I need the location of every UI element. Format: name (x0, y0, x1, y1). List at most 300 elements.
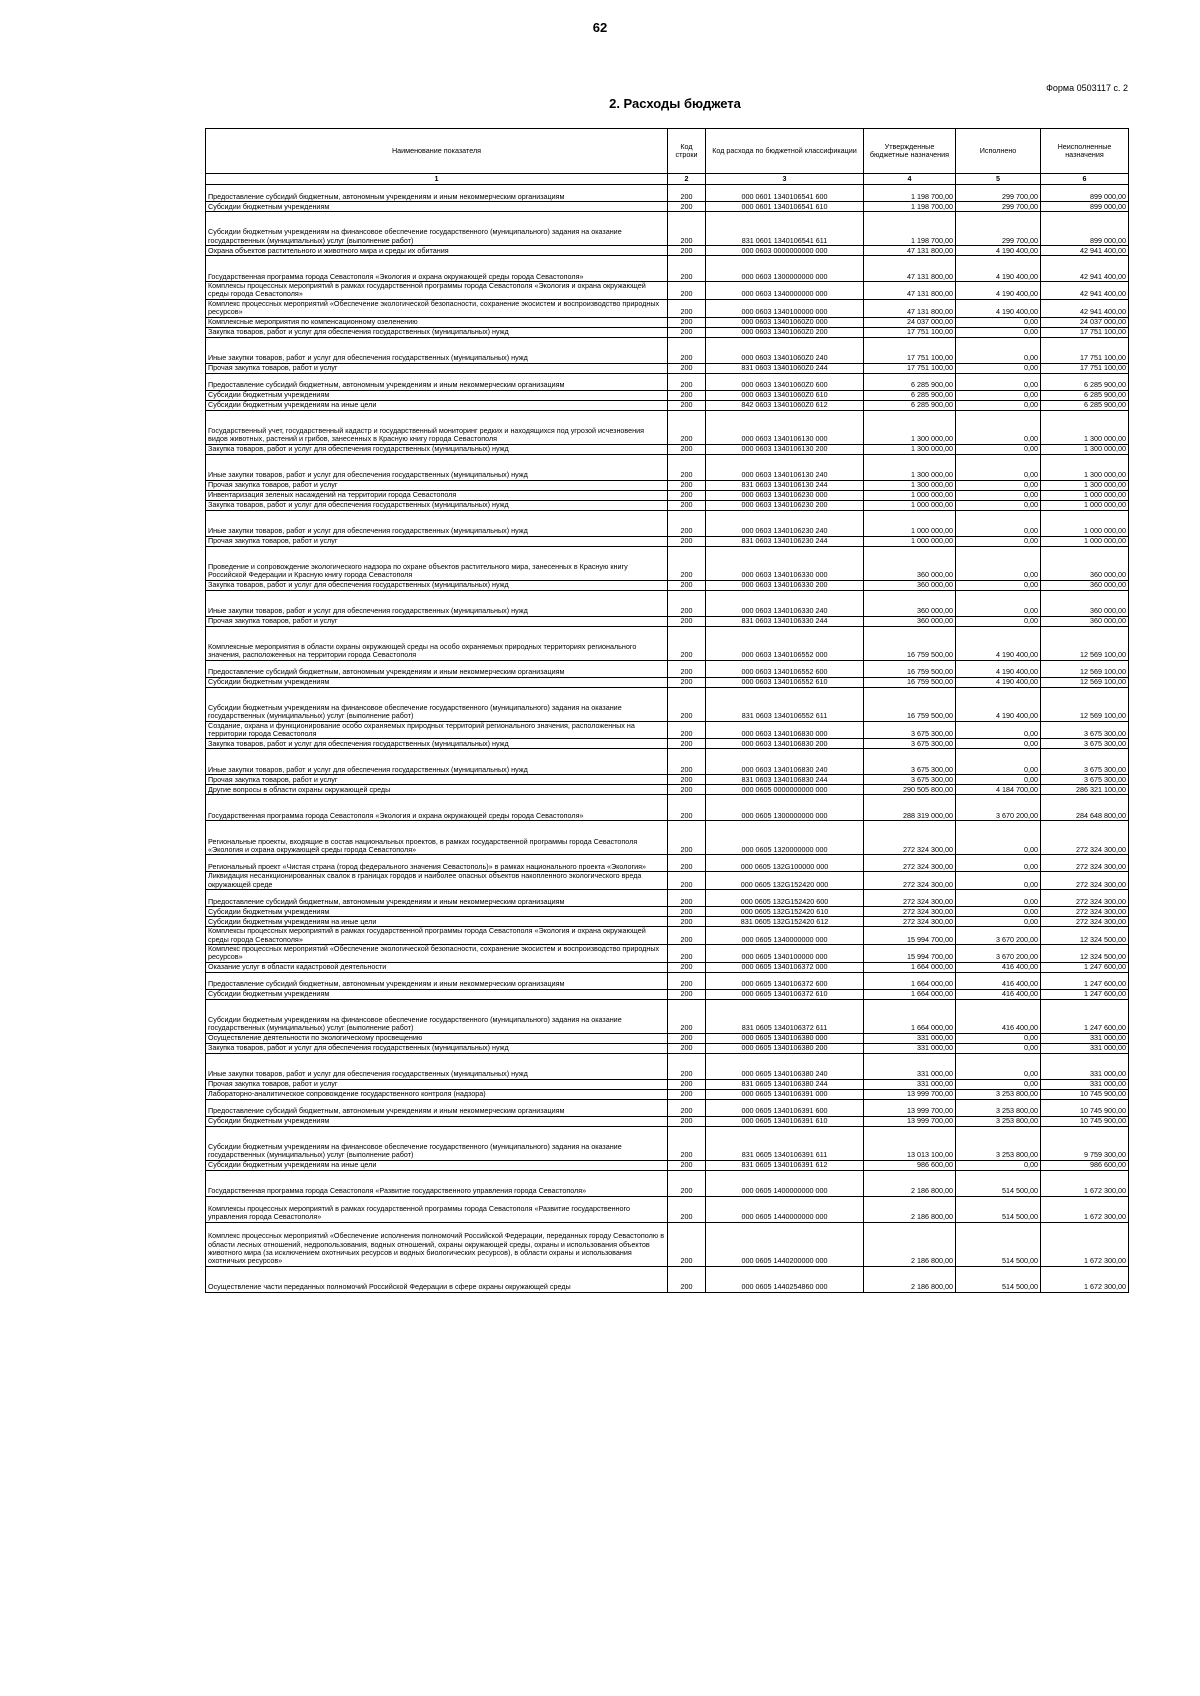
row-line-code: 200 (668, 510, 706, 536)
row-line-code: 200 (668, 917, 706, 927)
row-executed: 0,00 (956, 490, 1041, 500)
table-row (206, 626, 1129, 660)
column-number: 3 (706, 174, 864, 185)
row-name: Иные закупки товаров, работ и услуг для обеспечения государственных (муниципальных) нужд (206, 337, 668, 363)
row-classification-code: 831 0601 1340106541 611 (706, 212, 864, 246)
row-line-code: 200 (668, 616, 706, 626)
row-classification-code: 000 0605 1340106372 610 (706, 989, 864, 999)
table-row (206, 490, 1129, 500)
row-unexecuted: 272 324 300,00 (1041, 821, 1129, 855)
row-name: Субсидии бюджетным учреждениям на финансовое обеспечение государственного (муниципального) задания на оказание государственных (муниципальных) услуг (выполнение работ) (206, 999, 668, 1033)
row-classification-code: 831 0603 1340106552 611 (706, 687, 864, 721)
row-classification-code: 000 0603 1300000000 000 (706, 256, 864, 282)
table-row (206, 616, 1129, 626)
row-name: Прочая закупка товаров, работ и услуг (206, 775, 668, 785)
row-executed: 514 500,00 (956, 1196, 1041, 1222)
row-name: Иные закупки товаров, работ и услуг для обеспечения государственных (муниципальных) нужд (206, 454, 668, 480)
row-classification-code: 000 0603 1340106130 240 (706, 454, 864, 480)
row-unexecuted: 10 745 900,00 (1041, 1089, 1129, 1099)
row-name: Субсидии бюджетным учреждениям на иные цели (206, 1160, 668, 1170)
row-unexecuted: 12 569 100,00 (1041, 677, 1129, 687)
row-name: Комплексы процессных мероприятий в рамках государственной программы города Севастополя «Экология и охрана окружающей среды города Севастополя» (206, 282, 668, 300)
header-executed: Исполнено (956, 129, 1041, 174)
row-classification-code: 831 0603 1340106330 244 (706, 616, 864, 626)
row-line-code: 200 (668, 363, 706, 373)
row-line-code: 200 (668, 480, 706, 490)
row-classification-code: 000 0603 1340106830 240 (706, 749, 864, 775)
row-executed: 4 184 700,00 (956, 785, 1041, 795)
table-row (206, 590, 1129, 616)
row-line-code: 200 (668, 795, 706, 821)
row-unexecuted: 10 745 900,00 (1041, 1099, 1129, 1116)
row-unexecuted: 12 569 100,00 (1041, 626, 1129, 660)
row-name: Комплекс процессных мероприятий «Обеспечение экологической безопасности, сохранение экосистем и воспроизводство природных ресурсов» (206, 299, 668, 317)
row-executed: 0,00 (956, 536, 1041, 546)
row-name: Государственная программа города Севастополя «Экология и охрана окружающей среды города Севастополя» (206, 795, 668, 821)
row-line-code: 200 (668, 1196, 706, 1222)
row-executed: 0,00 (956, 855, 1041, 872)
row-classification-code: 000 0603 13401060Z0 600 (706, 373, 864, 390)
row-classification-code: 000 0605 1340106380 240 (706, 1053, 864, 1079)
row-unexecuted: 42 941 400,00 (1041, 299, 1129, 317)
table-row (206, 212, 1129, 246)
row-executed: 0,00 (956, 327, 1041, 337)
row-name: Лабораторно-аналитическое сопровождение государственного контроля (надзора) (206, 1089, 668, 1099)
row-line-code: 200 (668, 927, 706, 945)
row-executed: 416 400,00 (956, 962, 1041, 972)
row-line-code: 200 (668, 660, 706, 677)
row-unexecuted: 986 600,00 (1041, 1160, 1129, 1170)
row-classification-code: 000 0603 0000000000 000 (706, 246, 864, 256)
row-executed: 3 253 800,00 (956, 1089, 1041, 1099)
row-name: Иные закупки товаров, работ и услуг для обеспечения государственных (муниципальных) нужд (206, 510, 668, 536)
row-unexecuted: 12 569 100,00 (1041, 660, 1129, 677)
row-approved: 16 759 500,00 (864, 626, 956, 660)
row-approved: 3 675 300,00 (864, 775, 956, 785)
table-row (206, 317, 1129, 327)
row-name: Иные закупки товаров, работ и услуг для обеспечения государственных (муниципальных) нужд (206, 1053, 668, 1079)
table-row (206, 580, 1129, 590)
row-approved: 17 751 100,00 (864, 327, 956, 337)
row-name: Комплексные мероприятия в области охраны окружающей среды на особо охраняемых природных территориях регионального значения, расположенных на территории города Севастополя (206, 626, 668, 660)
table-row (206, 444, 1129, 454)
row-approved: 1 300 000,00 (864, 454, 956, 480)
table-row (206, 454, 1129, 480)
row-executed: 0,00 (956, 821, 1041, 855)
row-name: Создание, охрана и функционирование особо охраняемых природных территорий регионального значения, расположенных на территории города Севастополя (206, 721, 668, 739)
row-approved: 47 131 800,00 (864, 299, 956, 317)
table-row (206, 390, 1129, 400)
row-unexecuted: 24 037 000,00 (1041, 317, 1129, 327)
section-title: 2. Расходы бюджета (609, 96, 741, 111)
row-line-code: 200 (668, 1099, 706, 1116)
row-classification-code: 000 0603 1340106830 200 (706, 739, 864, 749)
row-line-code: 200 (668, 500, 706, 510)
row-approved: 1 000 000,00 (864, 536, 956, 546)
row-unexecuted: 17 751 100,00 (1041, 327, 1129, 337)
row-executed: 0,00 (956, 721, 1041, 739)
row-name: Иные закупки товаров, работ и услуг для обеспечения государственных (муниципальных) нужд (206, 749, 668, 775)
row-unexecuted: 1 300 000,00 (1041, 480, 1129, 490)
row-classification-code: 000 0605 1340106391 600 (706, 1099, 864, 1116)
row-approved: 3 675 300,00 (864, 721, 956, 739)
table-row (206, 1099, 1129, 1116)
row-classification-code: 831 0605 1340106372 611 (706, 999, 864, 1033)
row-classification-code: 000 0605 1340106391 610 (706, 1116, 864, 1126)
row-approved: 3 675 300,00 (864, 749, 956, 775)
row-name: Осуществление части переданных полномочий Российской Федерации в сфере охраны окружающей среды (206, 1266, 668, 1292)
row-executed: 0,00 (956, 580, 1041, 590)
row-name: Субсидии бюджетным учреждениям на иные цели (206, 917, 668, 927)
row-approved: 17 751 100,00 (864, 337, 956, 363)
row-approved: 47 131 800,00 (864, 246, 956, 256)
table-row (206, 1043, 1129, 1053)
table-row (206, 795, 1129, 821)
row-unexecuted: 12 569 100,00 (1041, 687, 1129, 721)
row-classification-code: 000 0605 1340106372 600 (706, 972, 864, 989)
row-name: Субсидии бюджетным учреждениям (206, 677, 668, 687)
row-unexecuted: 331 000,00 (1041, 1033, 1129, 1043)
row-executed: 0,00 (956, 444, 1041, 454)
row-classification-code: 000 0603 1340000000 000 (706, 282, 864, 300)
row-classification-code: 831 0603 1340106130 244 (706, 480, 864, 490)
row-classification-code: 000 0603 1340106130 200 (706, 444, 864, 454)
table-row (206, 821, 1129, 855)
row-line-code: 200 (668, 317, 706, 327)
row-unexecuted: 272 324 300,00 (1041, 917, 1129, 927)
header-approved: Утвержденные бюджетные назначения (864, 129, 956, 174)
column-number: 6 (1041, 174, 1129, 185)
row-approved: 2 186 800,00 (864, 1266, 956, 1292)
row-classification-code: 000 0603 1340106230 240 (706, 510, 864, 536)
row-unexecuted: 286 321 100,00 (1041, 785, 1129, 795)
table-row (206, 410, 1129, 444)
row-classification-code: 831 0605 1340106391 611 (706, 1126, 864, 1160)
row-name: Оказание услуг в области кадастровой деятельности (206, 962, 668, 972)
column-number: 2 (668, 174, 706, 185)
row-name: Комплексы процессных мероприятий в рамках государственной программы города Севастополя «Развитие государственного управления города Севастополя» (206, 1196, 668, 1222)
row-approved: 272 324 300,00 (864, 907, 956, 917)
row-line-code: 200 (668, 410, 706, 444)
row-name: Субсидии бюджетным учреждениям (206, 989, 668, 999)
row-approved: 331 000,00 (864, 1079, 956, 1089)
row-line-code: 200 (668, 590, 706, 616)
row-unexecuted: 3 675 300,00 (1041, 749, 1129, 775)
row-unexecuted: 42 941 400,00 (1041, 246, 1129, 256)
row-line-code: 200 (668, 907, 706, 917)
row-executed: 0,00 (956, 907, 1041, 917)
row-name: Субсидии бюджетным учреждениям (206, 907, 668, 917)
table-row (206, 246, 1129, 256)
row-unexecuted: 1 300 000,00 (1041, 454, 1129, 480)
row-executed: 0,00 (956, 590, 1041, 616)
row-name: Предоставление субсидий бюджетным, автономным учреждениям и иным некоммерческим организациям (206, 660, 668, 677)
row-unexecuted: 1 672 300,00 (1041, 1222, 1129, 1266)
row-classification-code: 831 0603 1340106230 244 (706, 536, 864, 546)
row-approved: 15 994 700,00 (864, 945, 956, 963)
row-line-code: 200 (668, 999, 706, 1033)
row-line-code: 200 (668, 626, 706, 660)
form-code: Форма 0503117 с. 2 (1046, 83, 1128, 93)
row-classification-code: 831 0605 1340106391 612 (706, 1160, 864, 1170)
row-approved: 6 285 900,00 (864, 390, 956, 400)
row-approved: 1 664 000,00 (864, 999, 956, 1033)
row-classification-code: 000 0605 1320000000 000 (706, 821, 864, 855)
row-executed: 0,00 (956, 1053, 1041, 1079)
row-line-code: 200 (668, 580, 706, 590)
row-approved: 6 285 900,00 (864, 373, 956, 390)
row-classification-code: 831 0605 132G152420 612 (706, 917, 864, 927)
row-approved: 24 037 000,00 (864, 317, 956, 327)
row-classification-code: 000 0603 13401060Z0 200 (706, 327, 864, 337)
row-approved: 13 999 700,00 (864, 1099, 956, 1116)
row-line-code: 200 (668, 677, 706, 687)
row-name: Субсидии бюджетным учреждениям на финансовое обеспечение государственного (муниципального) задания на оказание государственных (муниципальных) услуг (выполнение работ) (206, 687, 668, 721)
row-unexecuted: 1 000 000,00 (1041, 536, 1129, 546)
header-classification-code: Код расхода по бюджетной классификации (706, 129, 864, 174)
row-unexecuted: 1 247 600,00 (1041, 999, 1129, 1033)
row-executed: 3 670 200,00 (956, 945, 1041, 963)
table-row (206, 480, 1129, 490)
table-row (206, 999, 1129, 1033)
table-row (206, 500, 1129, 510)
row-name: Субсидии бюджетным учреждениям на иные цели (206, 400, 668, 410)
column-number: 1 (206, 174, 668, 185)
row-classification-code: 000 0603 1340106130 000 (706, 410, 864, 444)
row-line-code: 200 (668, 687, 706, 721)
row-unexecuted: 3 675 300,00 (1041, 739, 1129, 749)
row-unexecuted: 272 324 300,00 (1041, 890, 1129, 907)
column-number-row (206, 174, 1129, 185)
row-line-code: 200 (668, 989, 706, 999)
row-approved: 360 000,00 (864, 580, 956, 590)
row-approved: 16 759 500,00 (864, 687, 956, 721)
table-row (206, 775, 1129, 785)
row-executed: 514 500,00 (956, 1266, 1041, 1292)
row-unexecuted: 899 000,00 (1041, 185, 1129, 202)
table-row (206, 1079, 1129, 1089)
row-classification-code: 000 0601 1340106541 610 (706, 202, 864, 212)
row-approved: 360 000,00 (864, 546, 956, 580)
row-name: Другие вопросы в области охраны окружающей среды (206, 785, 668, 795)
row-unexecuted: 360 000,00 (1041, 616, 1129, 626)
row-approved: 13 999 700,00 (864, 1116, 956, 1126)
row-name: Закупка товаров, работ и услуг для обеспечения государственных (муниципальных) нужд (206, 500, 668, 510)
row-unexecuted: 1 300 000,00 (1041, 410, 1129, 444)
row-executed: 299 700,00 (956, 185, 1041, 202)
row-name: Предоставление субсидий бюджетным, автономным учреждениям и иным некоммерческим организациям (206, 890, 668, 907)
row-executed: 416 400,00 (956, 989, 1041, 999)
row-executed: 4 190 400,00 (956, 299, 1041, 317)
row-executed: 0,00 (956, 337, 1041, 363)
row-name: Субсидии бюджетным учреждениям (206, 390, 668, 400)
header-row (206, 129, 1129, 174)
row-name: Закупка товаров, работ и услуг для обеспечения государственных (муниципальных) нужд (206, 327, 668, 337)
row-line-code: 200 (668, 872, 706, 890)
table-row (206, 721, 1129, 739)
row-classification-code: 000 0603 13401060Z0 000 (706, 317, 864, 327)
row-approved: 16 759 500,00 (864, 660, 956, 677)
row-classification-code: 000 0605 1340100000 000 (706, 945, 864, 963)
row-unexecuted: 12 324 500,00 (1041, 945, 1129, 963)
table-row (206, 536, 1129, 546)
row-unexecuted: 331 000,00 (1041, 1079, 1129, 1089)
row-approved: 3 675 300,00 (864, 739, 956, 749)
row-classification-code: 000 0603 1340106330 200 (706, 580, 864, 590)
row-line-code: 200 (668, 490, 706, 500)
table-row (206, 927, 1129, 945)
row-unexecuted: 17 751 100,00 (1041, 363, 1129, 373)
row-line-code: 200 (668, 749, 706, 775)
row-name: Предоставление субсидий бюджетным, автономным учреждениям и иным некоммерческим организациям (206, 972, 668, 989)
row-line-code: 200 (668, 1266, 706, 1292)
row-classification-code: 000 0605 1340106372 000 (706, 962, 864, 972)
row-approved: 331 000,00 (864, 1033, 956, 1043)
row-line-code: 200 (668, 945, 706, 963)
row-executed: 299 700,00 (956, 202, 1041, 212)
row-name: Комплекс процессных мероприятий «Обеспечение исполнения полномочий Российской Федерации, переданных городу Севастополю в области лесных отношений, недропользования, водных отношений, охраны окружающей среды, охраны и использования объектов животного мира (за исключением охотничьих ресурсов и водных биологических ресурсов), в области охраны и использования охотничьих ресурсов» (206, 1222, 668, 1266)
row-approved: 360 000,00 (864, 590, 956, 616)
row-executed: 0,00 (956, 775, 1041, 785)
row-name: Комплексные мероприятия по компенсационному озеленению (206, 317, 668, 327)
row-classification-code: 000 0603 1340106230 000 (706, 490, 864, 500)
row-name: Закупка товаров, работ и услуг для обеспечения государственных (муниципальных) нужд (206, 580, 668, 590)
table-row (206, 1053, 1129, 1079)
row-unexecuted: 1 672 300,00 (1041, 1170, 1129, 1196)
row-line-code: 200 (668, 890, 706, 907)
table-row (206, 1222, 1129, 1266)
table-row (206, 1160, 1129, 1170)
row-line-code: 200 (668, 246, 706, 256)
row-name: Закупка товаров, работ и услуг для обеспечения государственных (муниципальных) нужд (206, 739, 668, 749)
table-row (206, 785, 1129, 795)
row-line-code: 200 (668, 546, 706, 580)
header-unexecuted: Неисполненные назначения (1041, 129, 1129, 174)
row-classification-code: 000 0603 1340106552 610 (706, 677, 864, 687)
row-approved: 272 324 300,00 (864, 855, 956, 872)
row-classification-code: 831 0605 1340106380 244 (706, 1079, 864, 1089)
row-name: Прочая закупка товаров, работ и услуг (206, 363, 668, 373)
row-unexecuted: 1 247 600,00 (1041, 972, 1129, 989)
row-name: Иные закупки товаров, работ и услуг для обеспечения государственных (муниципальных) нужд (206, 590, 668, 616)
table-row (206, 1126, 1129, 1160)
row-line-code: 200 (668, 373, 706, 390)
table-row (206, 749, 1129, 775)
row-executed: 3 670 200,00 (956, 795, 1041, 821)
table-row (206, 373, 1129, 390)
row-line-code: 200 (668, 1160, 706, 1170)
row-unexecuted: 6 285 900,00 (1041, 373, 1129, 390)
row-line-code: 200 (668, 444, 706, 454)
row-unexecuted: 899 000,00 (1041, 202, 1129, 212)
row-executed: 514 500,00 (956, 1170, 1041, 1196)
table-row (206, 1089, 1129, 1099)
table-row (206, 739, 1129, 749)
row-approved: 290 505 800,00 (864, 785, 956, 795)
row-classification-code: 000 0605 1340106380 200 (706, 1043, 864, 1053)
row-name: Предоставление субсидий бюджетным, автономным учреждениям и иным некоммерческим организациям (206, 185, 668, 202)
row-executed: 3 253 800,00 (956, 1099, 1041, 1116)
row-unexecuted: 1 000 000,00 (1041, 500, 1129, 510)
table-row (206, 1196, 1129, 1222)
row-line-code: 200 (668, 721, 706, 739)
table-row (206, 677, 1129, 687)
row-classification-code: 000 0605 1340000000 000 (706, 927, 864, 945)
row-approved: 272 324 300,00 (864, 872, 956, 890)
row-executed: 0,00 (956, 363, 1041, 373)
row-line-code: 200 (668, 1126, 706, 1160)
row-executed: 299 700,00 (956, 212, 1041, 246)
row-classification-code: 000 0603 1340106230 200 (706, 500, 864, 510)
row-classification-code: 000 0603 1340106552 000 (706, 626, 864, 660)
row-line-code: 200 (668, 739, 706, 749)
row-name: Прочая закупка товаров, работ и услуг (206, 616, 668, 626)
row-name: Прочая закупка товаров, работ и услуг (206, 1079, 668, 1089)
table-row (206, 687, 1129, 721)
row-approved: 1 664 000,00 (864, 972, 956, 989)
row-name: Государственная программа города Севастополя «Экология и охрана окружающей среды города Севастополя» (206, 256, 668, 282)
row-approved: 1 198 700,00 (864, 212, 956, 246)
row-classification-code: 000 0605 132G100000 000 (706, 855, 864, 872)
row-executed: 0,00 (956, 1079, 1041, 1089)
row-approved: 17 751 100,00 (864, 363, 956, 373)
row-approved: 360 000,00 (864, 616, 956, 626)
row-classification-code: 000 0603 1340106830 000 (706, 721, 864, 739)
row-approved: 1 300 000,00 (864, 410, 956, 444)
row-approved: 13 013 100,00 (864, 1126, 956, 1160)
table-row (206, 1170, 1129, 1196)
row-executed: 0,00 (956, 480, 1041, 490)
table-row (206, 1116, 1129, 1126)
expenditure-table (205, 128, 1129, 1293)
row-executed: 3 670 200,00 (956, 927, 1041, 945)
row-line-code: 200 (668, 212, 706, 246)
row-approved: 272 324 300,00 (864, 821, 956, 855)
table-row (206, 907, 1129, 917)
row-line-code: 200 (668, 185, 706, 202)
row-line-code: 200 (668, 454, 706, 480)
row-unexecuted: 42 941 400,00 (1041, 282, 1129, 300)
row-unexecuted: 6 285 900,00 (1041, 400, 1129, 410)
row-line-code: 200 (668, 962, 706, 972)
row-executed: 0,00 (956, 739, 1041, 749)
row-approved: 47 131 800,00 (864, 282, 956, 300)
row-executed: 0,00 (956, 400, 1041, 410)
row-line-code: 200 (668, 256, 706, 282)
table-row (206, 282, 1129, 300)
row-unexecuted: 1 000 000,00 (1041, 510, 1129, 536)
page-number: 62 (592, 20, 608, 35)
row-executed: 0,00 (956, 317, 1041, 327)
row-name: Субсидии бюджетным учреждениям на финансовое обеспечение государственного (муниципального) задания на оказание государственных (муниципальных) услуг (выполнение работ) (206, 1126, 668, 1160)
header-line-code: Код строки (668, 129, 706, 174)
row-classification-code: 000 0605 132G152420 600 (706, 890, 864, 907)
row-approved: 272 324 300,00 (864, 890, 956, 907)
row-line-code: 200 (668, 282, 706, 300)
row-executed: 514 500,00 (956, 1222, 1041, 1266)
row-name: Государственная программа города Севастополя «Развитие государственного управления города Севастополя» (206, 1170, 668, 1196)
row-approved: 47 131 800,00 (864, 256, 956, 282)
row-unexecuted: 1 000 000,00 (1041, 490, 1129, 500)
row-executed: 3 253 800,00 (956, 1126, 1041, 1160)
row-line-code: 200 (668, 855, 706, 872)
row-approved: 13 999 700,00 (864, 1089, 956, 1099)
row-name: Закупка товаров, работ и услуг для обеспечения государственных (муниципальных) нужд (206, 444, 668, 454)
row-approved: 1 000 000,00 (864, 490, 956, 500)
row-name: Региональные проекты, входящие в состав национальных проектов, в рамках государственной программы города Севастополя «Экология и охрана окружающей среды города Севастополя» (206, 821, 668, 855)
row-classification-code: 000 0601 1340106541 600 (706, 185, 864, 202)
row-line-code: 200 (668, 299, 706, 317)
